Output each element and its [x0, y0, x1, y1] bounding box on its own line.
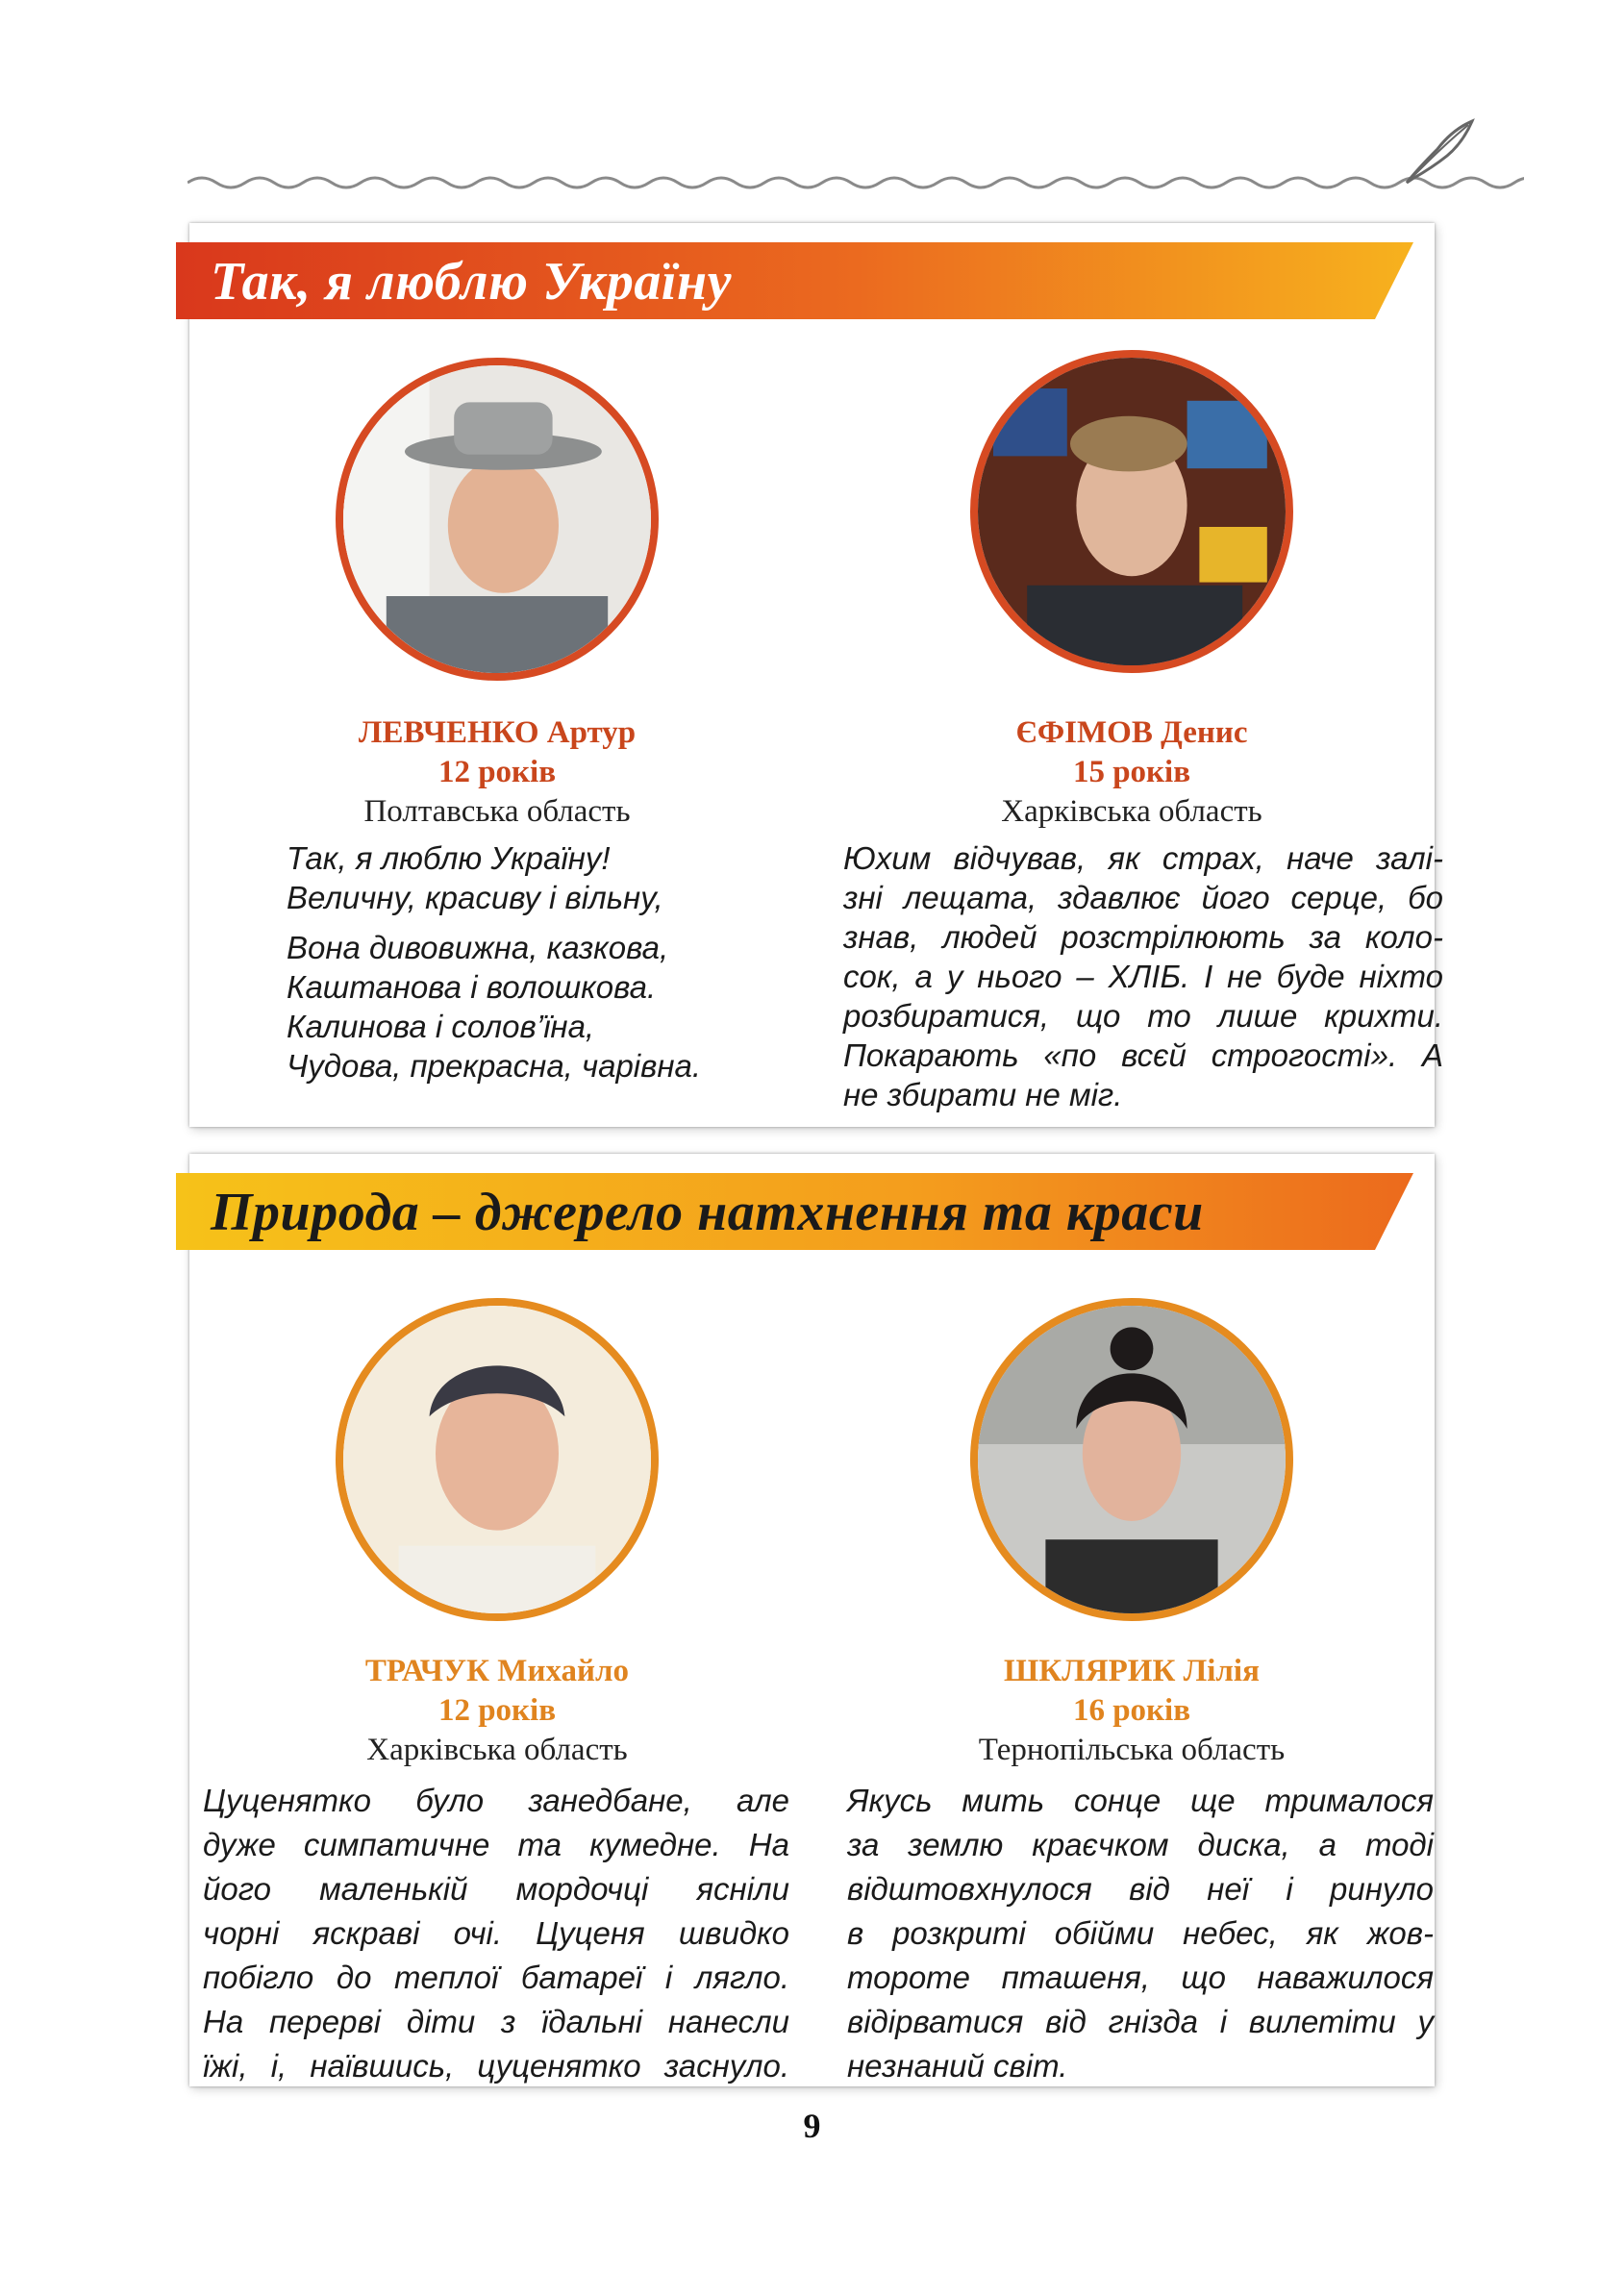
section-card-nature — [189, 1154, 1435, 2086]
portrait-photo — [970, 350, 1293, 673]
participant-region: Тернопільська область — [978, 1733, 1286, 1767]
section-banner — [176, 242, 1413, 319]
participant-name: ШКЛЯРИК Лілія — [1004, 1654, 1260, 1688]
section-title: Природа – джерело натхнення та краси — [211, 1183, 1204, 1242]
participant-age: 16 років — [1072, 1693, 1191, 1728]
portrait-photo — [336, 1298, 659, 1621]
section-banner — [176, 1173, 1413, 1250]
portrait-photo — [336, 358, 659, 681]
participant-region: Харківська область — [1001, 794, 1262, 829]
wavy-divider — [187, 144, 1524, 202]
prose-text: Юхим відчував, як страх, наче залі- зні лещата, здавлює його серце, бо знав, людей розстрілюють за коло- сок, а у нього – ХЛІБ. І не буде ніхто розбиратися, що то лише крихти. Покарають «по всєй строгості». А не збирати не міг. — [843, 840, 1443, 1112]
page-number: 9 — [803, 2107, 821, 2145]
participant-name: ЄФІМОВ Денис — [1015, 715, 1248, 750]
participant-region: Харківська область — [366, 1733, 628, 1767]
participant-name: ЛЕВЧЕНКО Артур — [358, 715, 637, 750]
section-title: Так, я люблю Україну — [211, 252, 732, 312]
prose-text: Якусь мить сонце ще трималося за землю краєчком диска, а тоді відштовхнулося від неї і ринуло в розкриті обійми небес, як жов- тороте пташеня, що наважилося відірватися від гнізда і вилетіти у незнаний світ. — [847, 1783, 1434, 2084]
participant-region: Полтавська область — [363, 794, 631, 829]
section-card-ukraine — [189, 223, 1443, 1127]
portrait-photo — [970, 1298, 1293, 1621]
poem-text: Так, я люблю Україну! Величну, красиву і вільну, Вона дивовижна, казкова, Каштанова і волошкова. Калинова і солов’їна, Чудова, прекрасна, чарівна. — [287, 840, 702, 1084]
participant-name: ТРАЧУК Михайло — [364, 1654, 630, 1688]
participant-age: 12 років — [437, 1693, 557, 1728]
participant-age: 15 років — [1072, 755, 1191, 789]
quill-icon — [1399, 115, 1476, 187]
prose-text: Цуценятко було занедбане, але дуже симпатичне та кумедне. На його маленькій мордочці ясніли чорні яскраві очі. Цуценя швидко побігло до теплої батареї і лягло. На перерві діти з їдальні нанесли їжі, і, наївшись, цуценятко заснуло. — [203, 1783, 789, 2084]
participant-age: 12 років — [437, 755, 557, 789]
